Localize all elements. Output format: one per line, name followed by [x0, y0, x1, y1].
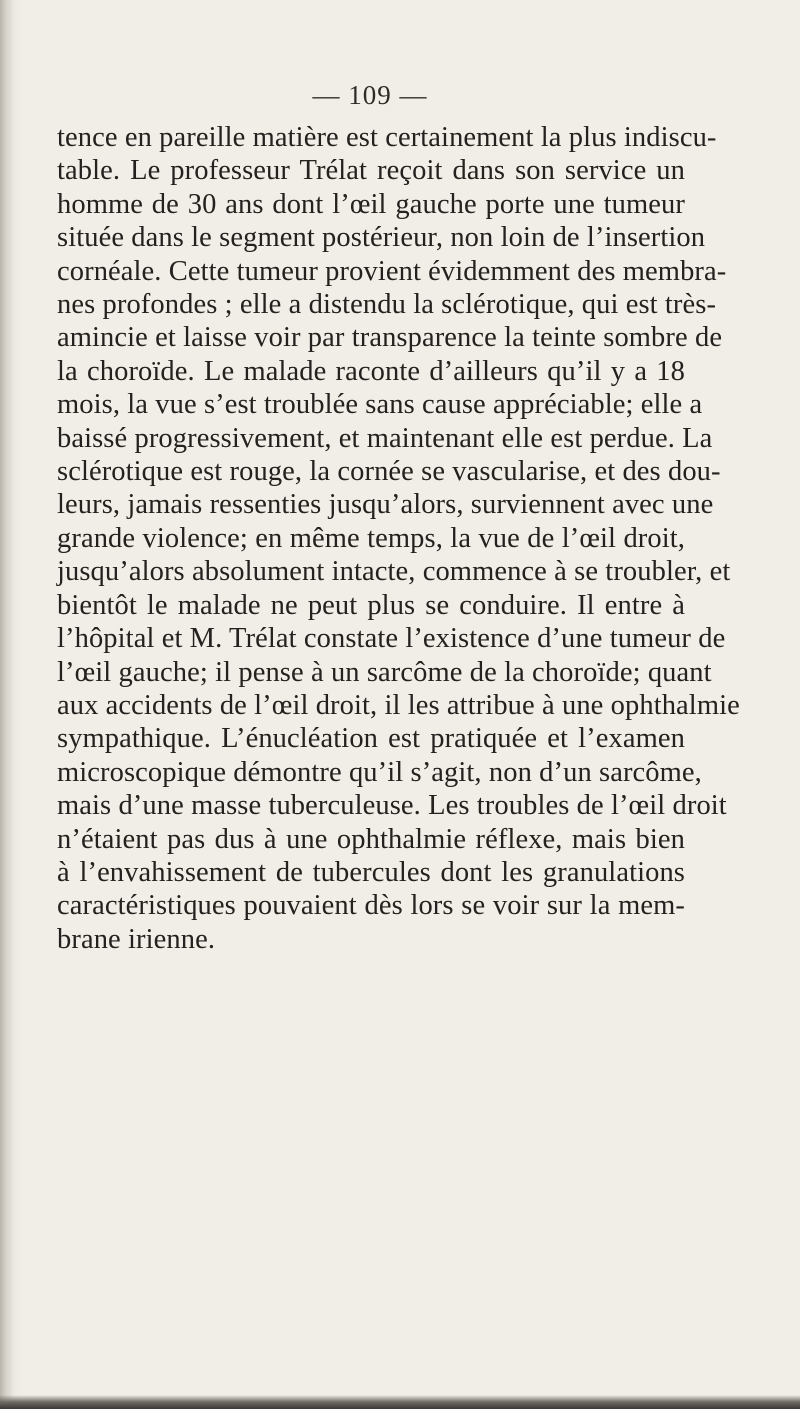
text-line: mois, la vue s’est troublée sans cause appréciable; elle a: [57, 389, 703, 421]
text-line: grande violence; en même temps, la vue de l’œil droit,: [57, 522, 685, 554]
text-line: caractéristiques pouvaient dès lors se voir sur la mem-: [57, 890, 685, 922]
text-line: jusqu’alors absolument intacte, commence à se troubler, et: [57, 556, 731, 588]
text-line: leurs, jamais ressenties jusqu’alors, surviennent avec une: [57, 489, 714, 521]
text-line: microscopique démontre qu’il s’agit, non d’un sarcôme,: [57, 756, 702, 788]
text-line: homme de 30 ans dont l’œil gauche porte une tumeur: [57, 188, 685, 220]
text-line: à l’envahissement de tubercules dont les granulations: [57, 856, 685, 888]
text-line: amincie et laisse voir par transparence la teinte sombre de: [57, 322, 723, 354]
text-line: nes profondes ; elle a distendu la sclérotique, qui est très-: [57, 289, 717, 321]
text-line: baissé progressivement, et maintenant elle est perdue. La: [57, 422, 713, 454]
text-line: sympathique. L’énucléation est pratiquée et l’examen: [57, 723, 685, 755]
text-line: sclérotique est rouge, la cornée se vascularise, et des dou-: [57, 456, 721, 488]
text-line: située dans le segment postérieur, non loin de l’insertion: [57, 222, 706, 254]
text-line: bientôt le malade ne peut plus se conduire. Il entre à: [57, 589, 685, 621]
page-bottom-shadow: [0, 1395, 800, 1409]
text-line: aux accidents de l’œil droit, il les attribue à une ophthalmie: [57, 689, 740, 721]
page-number: — 109 —: [312, 80, 428, 110]
page-binding-shadow: [0, 0, 14, 1409]
body-text: [57, 121, 740, 956]
text-line: l’hôpital et M. Trélat constate l’existence d’une tumeur de: [57, 623, 726, 655]
text-line: table. Le professeur Trélat reçoit dans son service un: [57, 155, 685, 187]
text-line: brane irienne.: [57, 923, 216, 955]
text-line: cornéale. Cette tumeur provient évidemment des membra-: [57, 255, 727, 287]
text-line: n’étaient pas dus à une ophthalmie réflexe, mais bien: [57, 823, 685, 855]
text-line: l’œil gauche; il pense à un sarcôme de la choroïde; quant: [57, 656, 712, 688]
text-line: tence en pareille matière est certainement la plus indiscu-: [57, 122, 717, 153]
text-line: la choroïde. Le malade raconte d’ailleurs qu’il y a 18: [57, 355, 685, 387]
text-line: mais d’une masse tuberculeuse. Les troubles de l’œil droit: [57, 790, 727, 822]
